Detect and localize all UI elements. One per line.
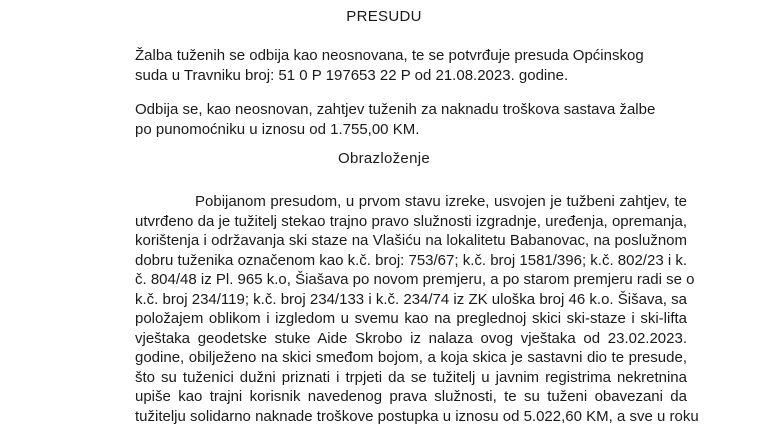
section-heading: Obrazloženje [0, 150, 768, 167]
text-line: k.č. broj 234/119; k.č. broj 234/133 i k.č. 234/74 iz ZK uloška broj 46 k.o. Šišava, sa [135, 290, 687, 310]
text-line: tužitelju solidarno naknade troškove postupka u iznosu od 5.022,60 KM, a sve u roku [135, 407, 687, 426]
reasoning-paragraph [135, 192, 687, 426]
text-line: dobru tuženika označenom kao k.č. broj: 753/67; k.č. broj 1581/396; k.č. 802/23 i k. [135, 251, 687, 271]
document-title: PRESUDU [0, 8, 768, 25]
text-line: vještaka geodetske stuke Aide Skrobo iz nalaza ovog vještaka od 23.02.2023. [135, 329, 687, 349]
text-line: suda u Travniku broj: 51 0 P 197653 22 P od 21.08.2023. godine. [135, 66, 627, 86]
text-line: upiše kao trajni korisnik navedenog prava služnosti, te su tuženi obavezani da [135, 387, 687, 407]
text-line: godine, obilježeno na skici smeđom bojom, a koja skica je sastavni dio te presude, [135, 348, 687, 368]
text-line: korištenja i održavanja ski staze na Vlašiću na lokalitetu Babanovac, na poslužnom [135, 231, 687, 251]
text-line: što su tuženici dužni priznati i trpjeti da se tužitelj u javnim registrima nekretnina [135, 368, 687, 388]
text-line: po punomoćniku u iznosu od 1.755,00 KM. [135, 120, 627, 140]
text-line: utvrđeno da je tužitelj stekao trajno pravo služnosti izgradnje, uređenja, opremanja, [135, 212, 687, 232]
text-line: č. 804/48 iz Pl. 965 k.o, Šiašava po novom premjeru, a po starom premjeru radi se o [135, 270, 687, 290]
text-line: Odbija se, kao neosnovan, zahtjev tuženih za naknadu troškova sastava žalbe [135, 100, 627, 120]
verdict-paragraph-1 [135, 46, 627, 85]
text-line: Pobijanom presudom, u prvom stavu izreke, usvojen je tužbeni zahtjev, te [135, 192, 687, 212]
verdict-paragraph-2 [135, 100, 627, 139]
text-line: položajem oblikom i izgledom u svemu kao na preglednoj skici ski-staze i ski-lifta [135, 309, 687, 329]
text-line: Žalba tuženih se odbija kao neosnovana, te se potvrđuje presuda Općinskog [135, 46, 627, 66]
